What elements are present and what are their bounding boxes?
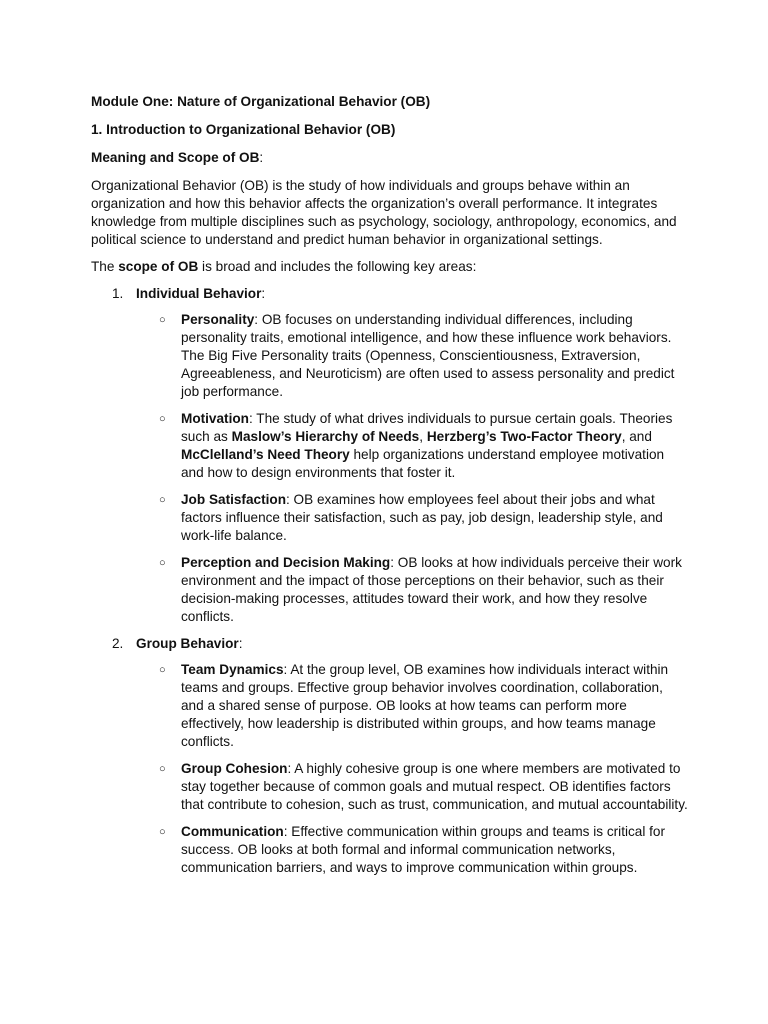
list-item-team-dynamics	[181, 661, 688, 751]
section-title: 1. Introduction to Organizational Behavior (OB)	[91, 122, 396, 137]
circle-bullet-icon	[159, 661, 166, 679]
item-text: : The study of what drives individuals to pursue certain goals. Theories such as	[181, 411, 673, 444]
item-bold: Maslow’s Hierarchy of Needs	[231, 429, 420, 444]
area-items-list	[181, 661, 688, 877]
scope-post: is broad and includes the following key areas:	[198, 259, 477, 274]
scope-pre: The	[91, 259, 119, 274]
item-term: Group Cohesion	[181, 761, 288, 776]
item-term: Communication	[181, 824, 284, 839]
item-term: Job Satisfaction	[181, 492, 286, 507]
circle-bullet-icon	[159, 491, 166, 509]
item-text: : OB looks at how individuals perceive their work environment and the impact of those perceptions on their behavior, such as their decision-making processes, attitudes toward their work, and how they resolve conflicts.	[181, 555, 682, 624]
item-bold: McClelland’s Need Theory	[181, 447, 350, 462]
circle-bullet-icon	[159, 554, 166, 572]
area-individual-behavior	[91, 285, 688, 626]
area-group-behavior	[91, 635, 688, 877]
list-item-personality	[181, 311, 688, 401]
area-title: Individual Behavior:	[136, 286, 266, 301]
circle-bullet-icon	[159, 760, 166, 778]
item-term: Perception and Decision Making	[181, 555, 391, 570]
area-number: 1.	[112, 286, 124, 301]
item-bold: Herzberg’s Two-Factor Theory	[426, 429, 622, 444]
item-text: help organizations understand employee motivation and how to design environments that foster it.	[181, 447, 665, 480]
item-text: : OB examines how employees feel about their jobs and what factors influence their satisfaction, such as pay, job design, leadership style, and work-life balance.	[181, 492, 663, 543]
item-text: ,	[419, 429, 427, 444]
circle-bullet-icon	[159, 311, 166, 329]
item-term: Team Dynamics	[181, 662, 284, 677]
meaning-heading-colon: :	[259, 150, 264, 165]
item-text: : Effective communication within groups and teams is critical for success. OB looks at both formal and informal communication networks, communication barriers, and ways to improve communication within groups.	[181, 824, 666, 875]
item-text: , and	[621, 429, 652, 444]
item-text: : A highly cohesive group is one where members are motivated to stay together because of common goals and mutual respect. OB identifies factors that contribute to cohesion, such as trust, communication, and mutual accountability.	[181, 761, 688, 812]
area-items-list	[181, 311, 688, 626]
scope-paragraph	[91, 258, 688, 276]
meaning-heading-text: Meaning and Scope of OB	[91, 150, 260, 165]
item-term: Motivation	[181, 411, 249, 426]
area-title: Group Behavior:	[136, 636, 243, 651]
circle-bullet-icon	[159, 410, 166, 428]
list-item-job-satisfaction	[181, 491, 688, 545]
module-title: Module One: Nature of Organizational Behavior (OB)	[91, 94, 431, 109]
area-number: 2.	[112, 636, 124, 651]
area-title-text: Group Behavior	[136, 636, 239, 651]
list-item-motivation	[181, 410, 688, 482]
meaning-heading	[91, 149, 688, 167]
scope-bold: scope of OB	[118, 259, 199, 274]
circle-bullet-icon	[159, 823, 166, 841]
list-item-group-cohesion	[181, 760, 688, 814]
item-term: Personality	[181, 312, 255, 327]
list-item-perception	[181, 554, 688, 626]
item-text: : OB focuses on understanding individual differences, including personality traits, emotional intelligence, and how these influence work behaviors. The Big Five Personality traits (Openness, Conscientiousness, Extraversion, Agreeableness, and Neuroticism) are often used to assess personality and predict job performance.	[181, 312, 675, 399]
item-text: : At the group level, OB examines how individuals interact within teams and groups. Effective group behavior involves coordination, collaboration, and a shared sense of purpose. OB looks at how teams can perform more effectively, how leadership is distributed within groups, and how teams manage conflicts.	[181, 662, 669, 749]
intro-paragraph: Organizational Behavior (OB) is the study of how individuals and groups behave within an organization and how this behavior affects the organization’s overall performance. It integrates knowledge from multiple disciplines such as psychology, sociology, anthropology, economics, and political science to understand and predict human behavior in organizational settings.	[91, 178, 677, 247]
list-item-communication	[181, 823, 688, 877]
area-title-text: Individual Behavior	[136, 286, 262, 301]
scope-areas-list	[91, 285, 688, 877]
